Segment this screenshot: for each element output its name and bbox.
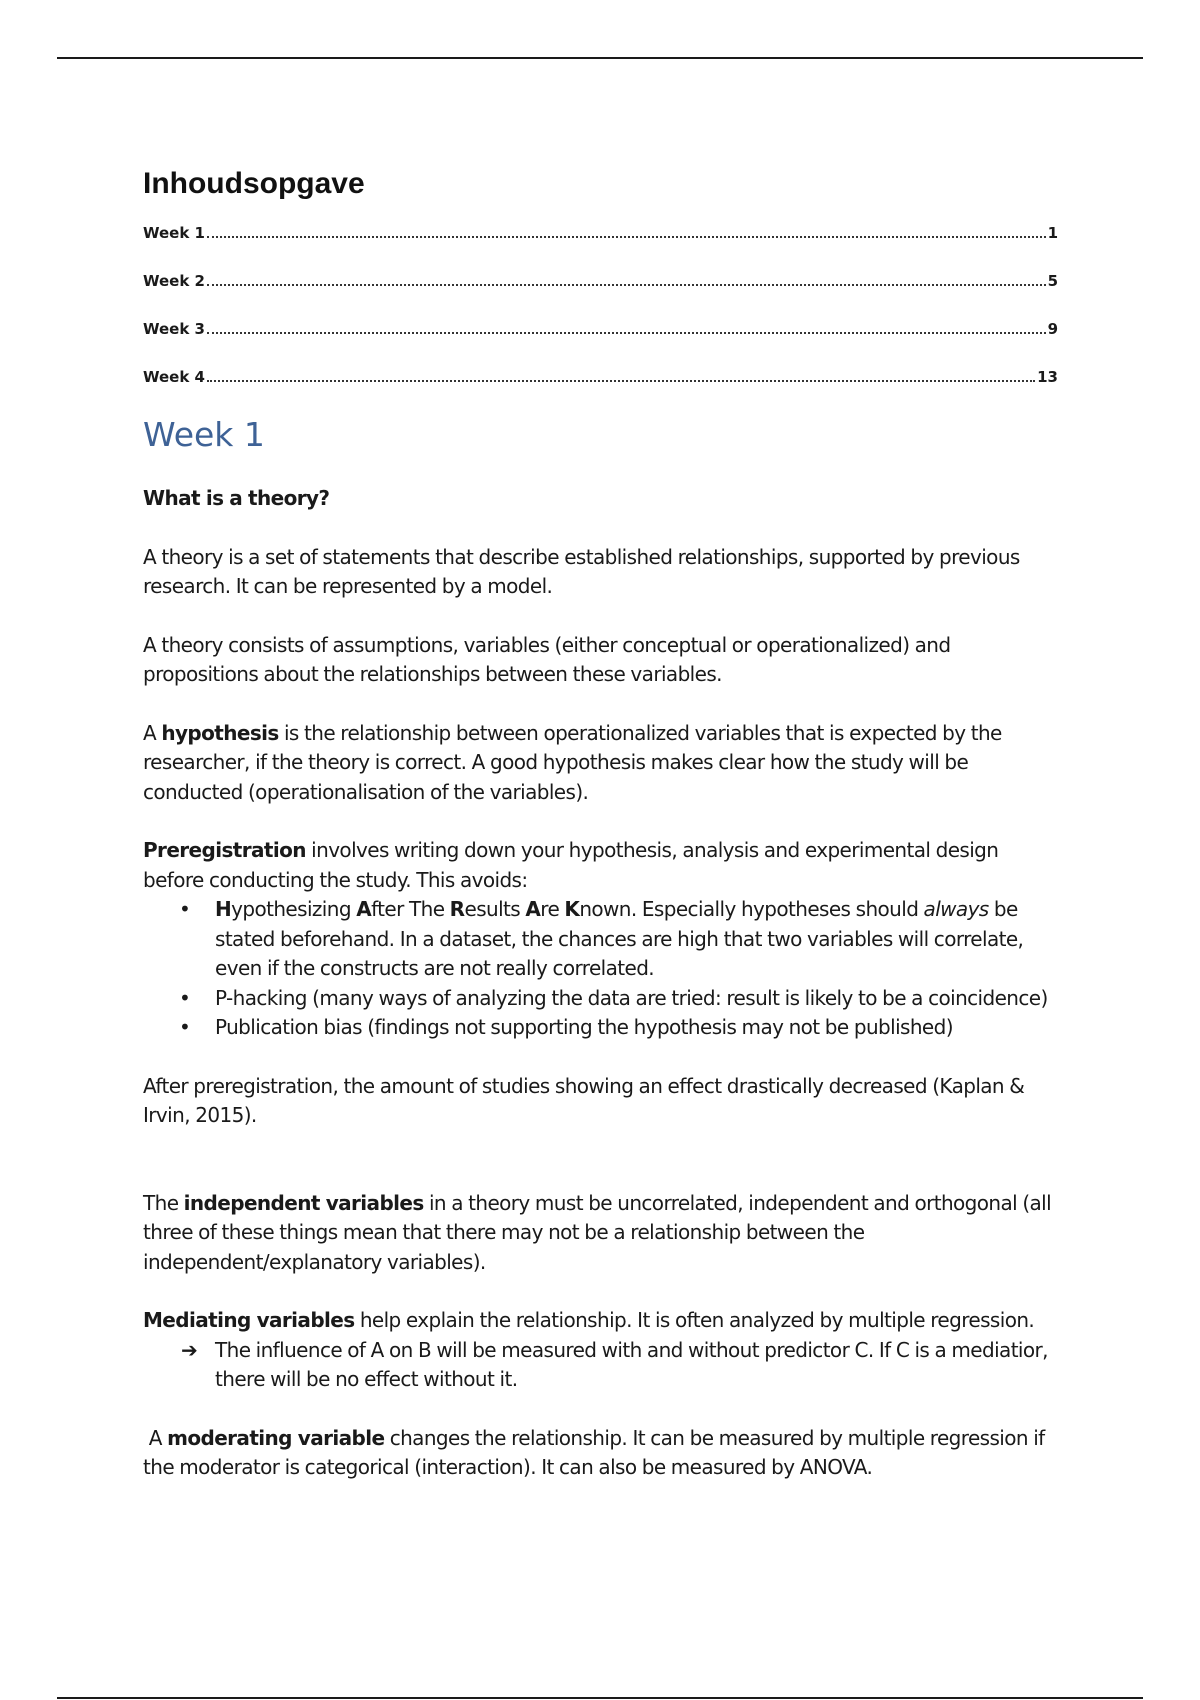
toc-entry-label: Week 4 <box>143 368 205 386</box>
header-rule <box>57 57 1143 59</box>
toc-entry-label: Week 2 <box>143 272 205 290</box>
toc-entry-week-4[interactable] <box>143 367 1058 386</box>
text-run: help explain the relationship. It is often analyzed by multiple regression. <box>354 1308 1035 1332</box>
text-run: A <box>356 897 372 921</box>
toc-leader-dots <box>207 380 1035 382</box>
section-heading-week-1: Week 1 <box>143 415 265 454</box>
text-run: H <box>215 897 232 921</box>
text-run: ypothesizing <box>231 897 357 921</box>
list-item-p-hacking <box>143 984 1058 1014</box>
list-item-publication-bias <box>143 1013 1058 1043</box>
paragraph-theory-components: A theory consists of assumptions, variables (either conceptual or operationalized) and propositions about the relationships between these variables. <box>143 632 951 686</box>
toc-entry-week-3[interactable] <box>143 319 1058 338</box>
toc-entry-week-2[interactable] <box>143 271 1058 290</box>
paragraph-mediating-variables <box>143 1306 1058 1336</box>
term-independent-variables: independent variables <box>183 1190 424 1215</box>
text-run: The <box>143 1190 184 1215</box>
spacer <box>143 1160 1058 1189</box>
text-run: fter The <box>371 897 450 921</box>
toc-title: Inhoudsopgave <box>143 167 365 200</box>
text-run: A <box>143 1425 168 1450</box>
bullet-glyph: • <box>179 985 191 1010</box>
term-preregistration: Preregistration <box>143 838 306 862</box>
paragraph-after-preregistration: After preregistration, the amount of studies showing an effect drastically decreased (Kaplan & Irvin, 2015). <box>143 1073 1025 1127</box>
text-run: P-hacking (many ways of analyzing the data are tried: result is likely to be a coincidence) <box>215 985 1048 1010</box>
emphasis-always: always <box>923 897 989 921</box>
bullet-list-avoids <box>143 895 1058 1043</box>
arrow-right-icon: ➔ <box>181 1337 198 1362</box>
toc-entry-label: Week 3 <box>143 320 205 338</box>
text-run: be stated beforehand. In a dataset, the chances are high that two variables will correlate, even if the constructs are not really correlated. <box>215 897 1024 980</box>
toc-entry-page: 9 <box>1047 320 1058 338</box>
toc-entry-label: Week 1 <box>143 224 205 242</box>
toc-leader-dots <box>207 236 1046 238</box>
text-run: changes the relationship. It can be measured by multiple regression if the moderator is categorical (interaction). It can also be measured by ANOVA. <box>143 1425 1045 1479</box>
bullet-glyph: • <box>179 1015 191 1039</box>
text-run: Publication bias (findings not supporting the hypothesis may not be published) <box>215 1015 953 1039</box>
toc-entry-week-1[interactable] <box>143 223 1058 242</box>
text-run: A <box>525 897 541 921</box>
text-run: nown. Especially hypotheses should <box>579 897 924 921</box>
paragraph-hypothesis <box>143 719 1058 808</box>
section-body <box>143 484 1058 1483</box>
toc-entry-page: 1 <box>1047 224 1058 242</box>
term-mediating-variables: Mediating variables <box>143 1308 355 1332</box>
toc-entry-page: 13 <box>1037 368 1058 386</box>
list-item-harking <box>143 895 1058 984</box>
paragraph-independent-variables <box>143 1189 1058 1278</box>
footer-rule <box>57 1697 1143 1699</box>
text-run: R <box>449 897 465 921</box>
text-run: re <box>540 897 565 921</box>
document-page <box>143 150 1058 1512</box>
text-run: in a theory must be uncorrelated, independent and orthogonal (all three of these things mean that there may not be a relationship between the independent/explanatory variables). <box>143 1190 1052 1274</box>
subheading-what-is-a-theory: What is a theory? <box>143 486 330 510</box>
bullet-glyph: • <box>179 897 191 921</box>
text-run: A <box>143 720 162 745</box>
paragraph-moderating-variable <box>143 1424 1058 1483</box>
term-hypothesis: hypothesis <box>161 720 279 745</box>
text-run: esults <box>464 897 526 921</box>
toc-leader-dots <box>207 332 1046 334</box>
arrow-list-item-mediation <box>143 1336 1058 1395</box>
text-run: is the relationship between operationalized variables that is expected by the researcher, if the theory is correct. A good hypothesis makes clear how the study will be conducted (operationalisation of the variables). <box>143 720 1002 804</box>
paragraph-theory-definition: A theory is a set of statements that describe established relationships, supported by previous research. It can be represented by a model. <box>143 544 1020 598</box>
toc-leader-dots <box>207 284 1046 286</box>
text-run: involves writing down your hypothesis, analysis and experimental design before conducting the study. This avoids: <box>143 838 999 892</box>
text-run: The influence of A on B will be measured with and without predictor C. If C is a mediatior, there will be no effect without it. <box>215 1337 1048 1391</box>
term-moderating-variable: moderating variable <box>167 1425 385 1450</box>
paragraph-preregistration <box>143 836 1058 895</box>
text-run: K <box>564 897 580 921</box>
toc-entry-page: 5 <box>1047 272 1058 290</box>
